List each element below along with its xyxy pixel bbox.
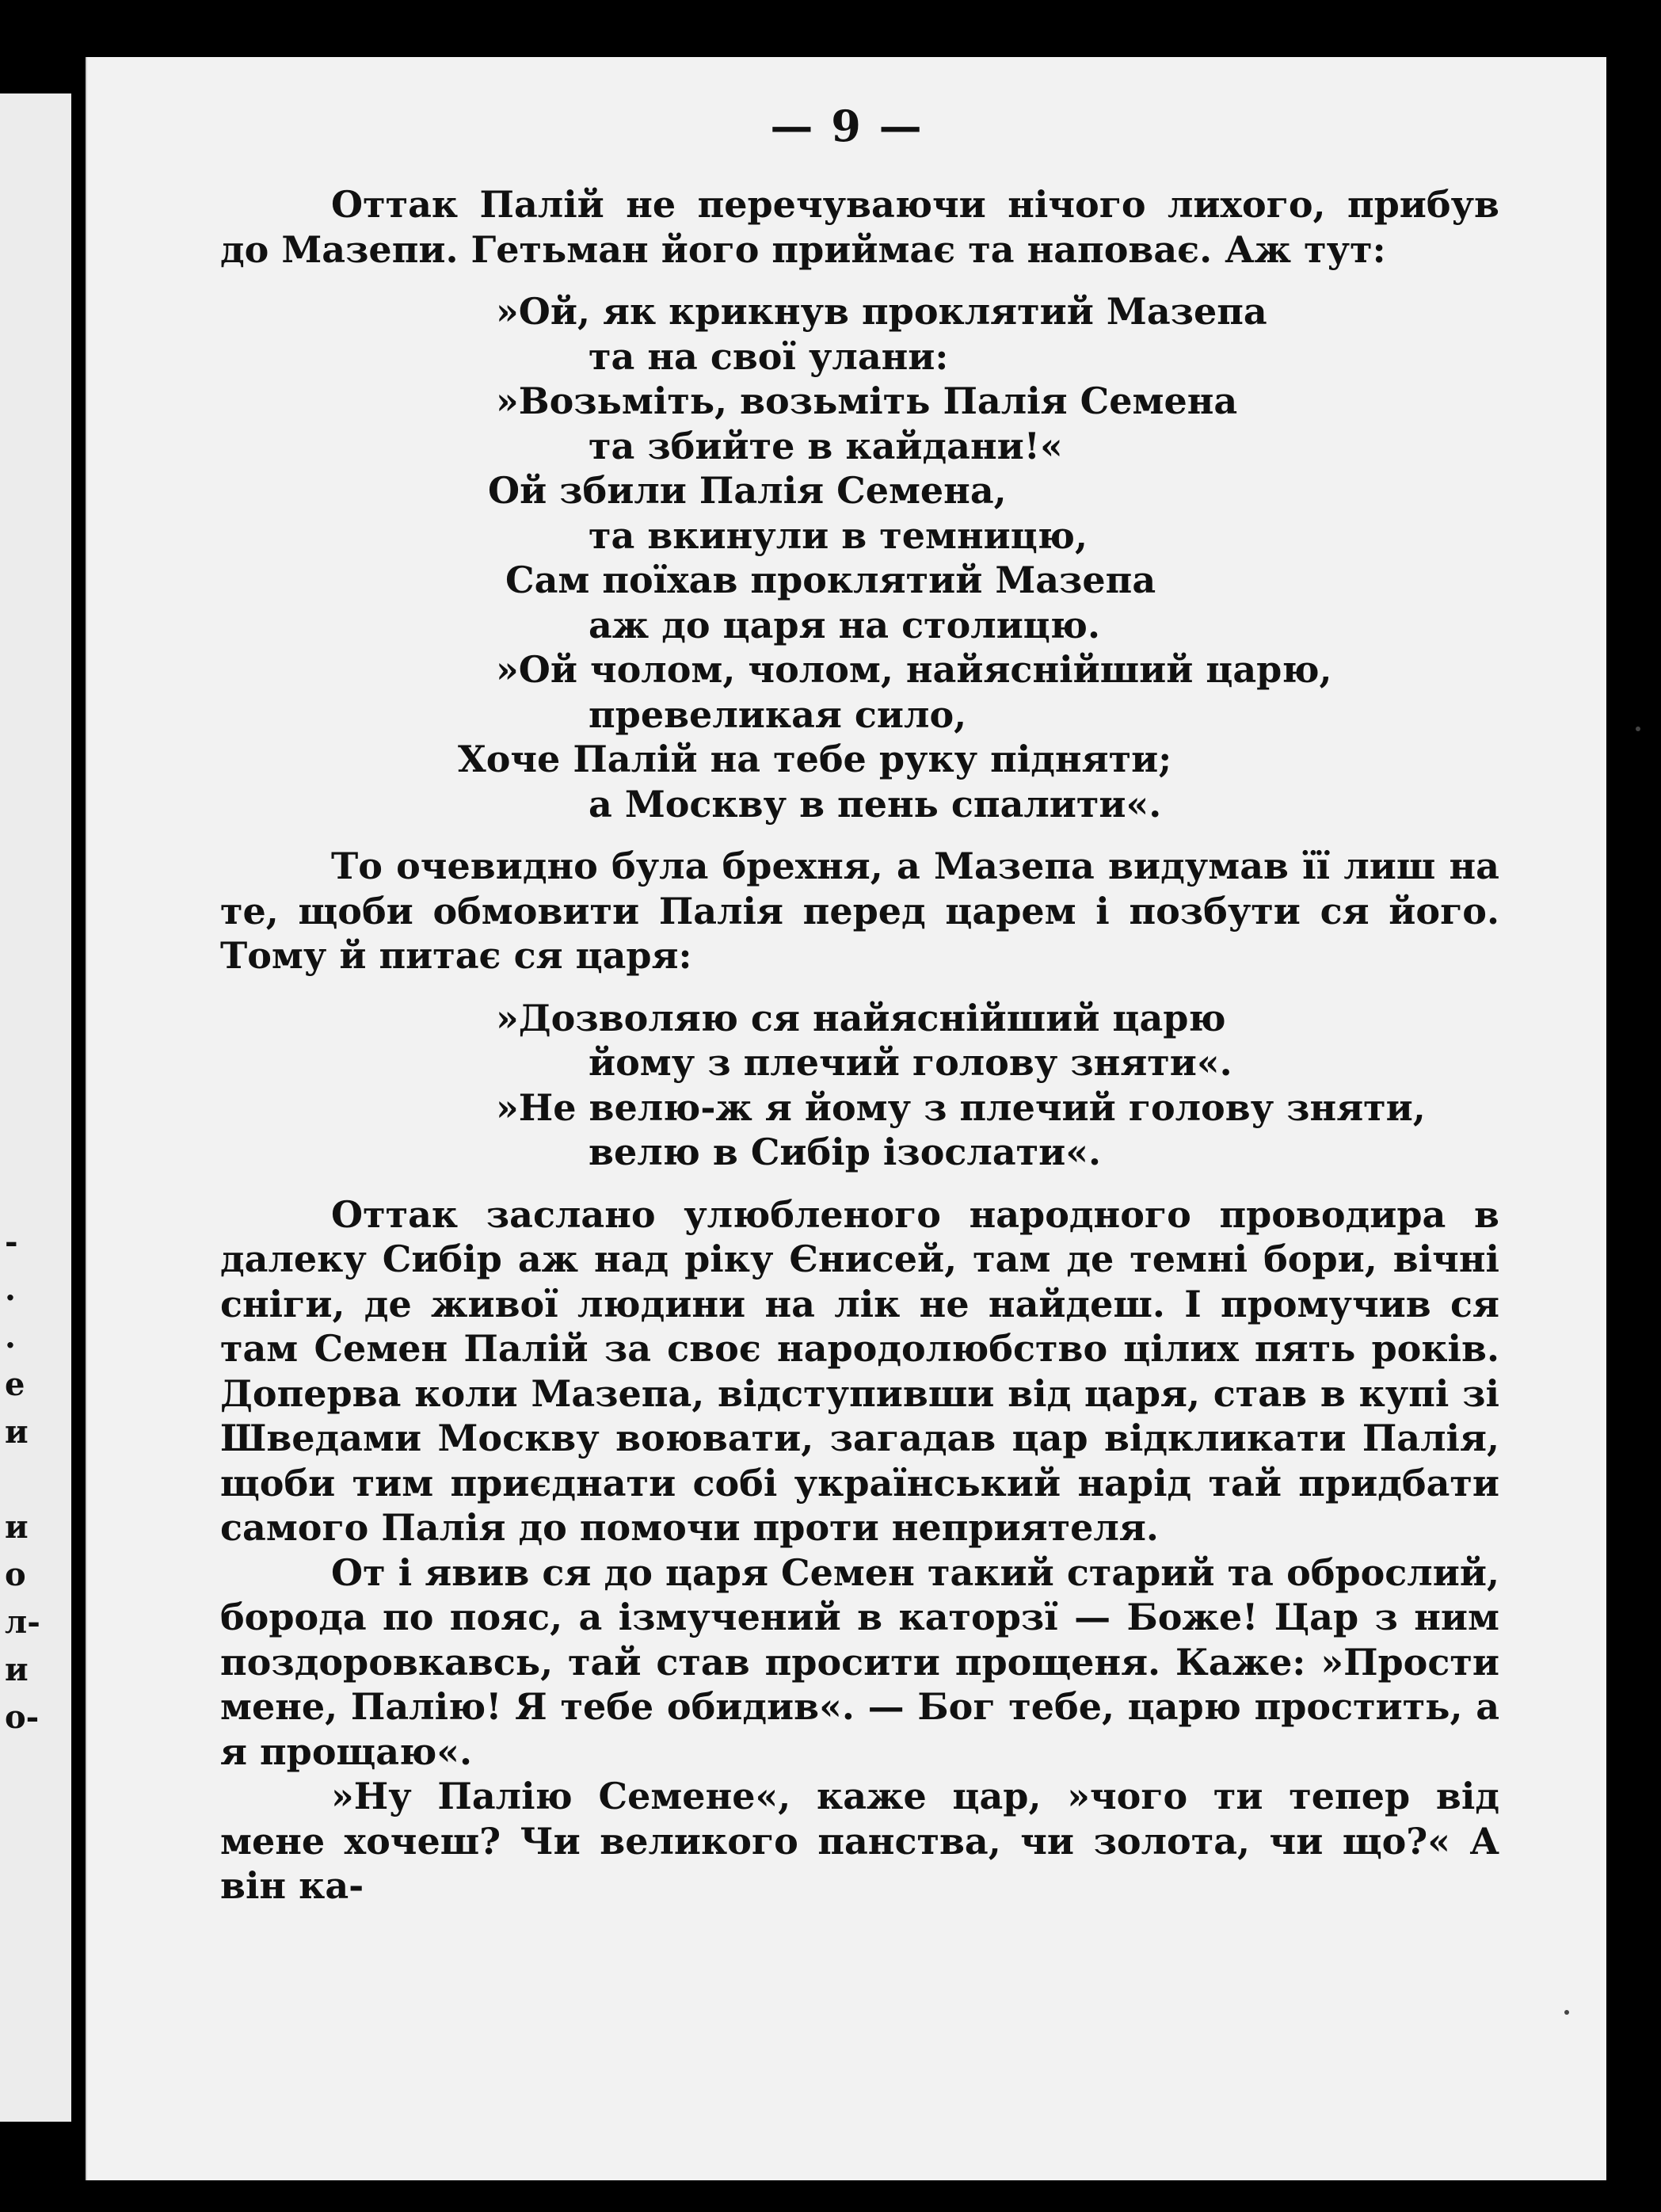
verse-line: »Не велю-ж я йому з плечий голову зняти, <box>496 1085 1426 1129</box>
fragment: л- <box>5 1604 40 1641</box>
fragment: - <box>5 1223 18 1260</box>
speck <box>1564 2010 1569 2015</box>
page-number: — 9 — <box>770 101 924 151</box>
paragraph: От і явив ся до царя Семен такий старий та оброслий, борода по пояс, а ізмучений в каторзї — Боже! Цар з ним поздоровкавсь, тай став просити прощеня. Каже: »Прости мене, Палію! Я тебе обидив«. — Бог тебе, царю простить, а я прощаю«. <box>220 1550 1499 1773</box>
fragment: и <box>5 1651 29 1688</box>
adjacent-page-text <box>0 1219 71 1741</box>
verse-line: Ой збили Палія Семена, <box>488 469 1007 512</box>
verse-line: Хоче Палій на тебе руку підняти; <box>458 738 1172 780</box>
verse-line: а Москву в пень спалити«. <box>589 782 1162 826</box>
paragraph: То очевидно була брехня, а Мазепа видумав її лиш на те, щоби обмовити Палія перед царем і позбути ся його. Тому й питає ся царя: <box>220 845 1499 977</box>
verse-block <box>220 996 1499 1175</box>
adjacent-page-edge <box>0 93 71 2122</box>
verse-line: та збийте в кайдани!« <box>589 424 1063 467</box>
fragment <box>0 1456 71 1504</box>
verse-line: йому з плечий голову зняти«. <box>589 1041 1232 1084</box>
fragment: и <box>5 1508 29 1546</box>
verse-line: »Ой чолом, чолом, найяснійший царю, <box>496 648 1332 691</box>
fragment: о <box>5 1556 26 1593</box>
verse-line: та вкинули в темницю, <box>589 513 1088 557</box>
verse-line: »Возьміть, возьміть Палія Семена <box>496 379 1238 422</box>
verse-line: Сам поїхав проклятий Мазепа <box>505 559 1156 601</box>
paragraph: Оттак Палій не перечуваючи нічого лихого, прибув до Мазепи. Гетьман його приймає та наповає. Аж тут: <box>220 183 1499 271</box>
speck <box>1636 727 1640 731</box>
verse-block <box>220 289 1499 826</box>
verse-line: »Ой, як крикнув проклятий Мазепа <box>496 290 1267 333</box>
page-body <box>220 182 1499 1909</box>
fragment: . <box>5 1318 16 1356</box>
verse-line: »Дозволяю ся найяснійший царю <box>496 996 1226 1039</box>
verse-line: велю в Сибір ізослати«. <box>589 1131 1102 1173</box>
verse-line: превеликая сило, <box>589 692 967 736</box>
book-page <box>86 57 1606 2180</box>
fragment: и <box>5 1413 29 1451</box>
fragment: e <box>5 1366 25 1403</box>
paragraph: »Ну Палію Семене«, каже цар, »чого ти тепер від мене хочеш? Чи великого панства, чи золота, чи що?« А він ка- <box>220 1775 1499 1907</box>
verse-line: аж до царя на столицю. <box>589 603 1100 646</box>
fragment: о- <box>5 1699 40 1736</box>
verse-line: та на свої улани: <box>589 334 949 378</box>
fragment: . <box>5 1271 16 1308</box>
paragraph: Оттак заслано улюбленого народного проводира в далеку Сибір аж над ріку Єнисей, там де темні бори, вічні сніги, де живої людини на лік не найдеш. І промучив ся там Семен Палій за своє народолюбство цілих пять років. Доперва коли Мазепа, відступивши від царя, став в купі зі Шведами Москву воювати, загадав цар відкликати Палія, щоби тим приєднати собі український нарід тай придбати самого Палія до помочи проти неприятеля. <box>220 1192 1499 1549</box>
